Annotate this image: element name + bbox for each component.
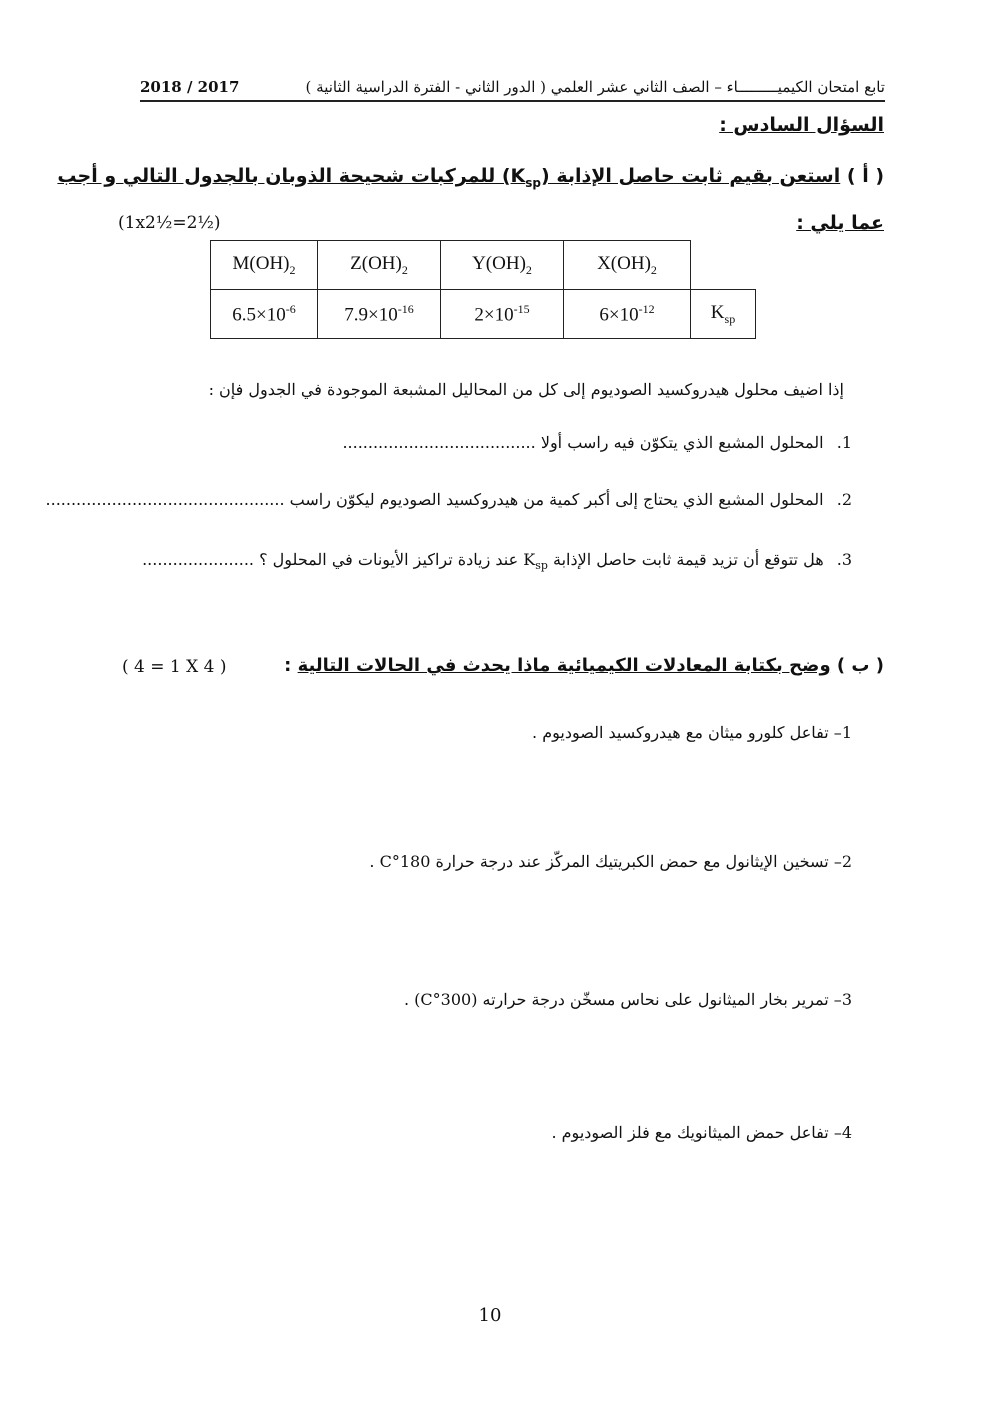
ksp-table-value-row	[211, 290, 756, 339]
ksp-value-cell: $2\times 10^{-15}$	[441, 290, 564, 339]
item-number: 1.	[836, 433, 852, 452]
item-text: المحلول المشبع الذي يتكوّن فيه راسب أولا	[540, 433, 824, 452]
item-text: المحلول المشبع الذي يحتاج إلى أكبر كمية من هيدروكسيد الصوديوم ليكوّن راسب	[289, 490, 824, 509]
part-a-instruction-line2: عما يلي :	[796, 212, 884, 234]
answer-blank[interactable]: ......................	[142, 550, 254, 569]
part-a-instruction-sub: sp	[525, 175, 542, 190]
part-a-score: (1x2½=2½)	[118, 213, 221, 233]
ksp-header-cell: $X(OH)_2$	[564, 241, 691, 290]
part-a-instruction-prefix: استعن بقيم ثابت حاصل الإذابة (K	[510, 165, 841, 187]
part-b-label: ( ب )	[836, 655, 884, 676]
part-b-instruction-text: وضح بكتابة المعادلات الكيميائية ماذا يحدث في الحالات التالية	[297, 655, 831, 676]
header-year: 2018 / 2017	[140, 78, 240, 96]
page-header	[140, 78, 885, 96]
page-number: 10	[478, 1305, 502, 1326]
item-subscript: sp	[535, 559, 548, 573]
answer-blank[interactable]: ...............................................	[45, 490, 285, 509]
part-a-item-3	[72, 550, 852, 572]
ksp-table	[210, 240, 756, 339]
item-text: عند زيادة تراكيز الأيونات في المحلول ؟	[259, 550, 524, 569]
header-rule	[140, 100, 885, 102]
question-title: السؤال السادس :	[719, 114, 884, 136]
item-text: هل تتوقع أن تزيد قيمة ثابت حاصل الإذابة K	[523, 550, 824, 569]
part-b-item-4: 4– تفاعل حمض الميثانويك مع فلز الصوديوم .	[551, 1123, 852, 1142]
ksp-header-cell: $Z(OH)_2$	[318, 241, 441, 290]
item-number: 3.	[836, 550, 852, 569]
ksp-value-cell: $7.9\times 10^{-16}$	[318, 290, 441, 339]
ksp-row-label: $K_{sp}$	[691, 290, 756, 339]
ksp-header-cell: $Y(OH)_2$	[441, 241, 564, 290]
ksp-table-header-row	[211, 241, 756, 290]
part-b-score: ( 4 = 1 X 4 )	[122, 657, 227, 677]
part-a-item-1	[72, 433, 852, 452]
part-a-instruction	[57, 165, 884, 190]
part-b-item-3: 3– تمرير بخار الميثانول على نحاس مسخّن درجة حرارته (300°C) .	[403, 990, 852, 1009]
header-title: تابع امتحان الكيميـــــــــاء – الصف الثاني عشر العلمي ( الدور الثاني - الفترة الدراسية الثانية )	[305, 78, 885, 96]
part-b-item-1: 1– تفاعل كلورو ميثان مع هيدروكسيد الصوديوم .	[532, 723, 852, 742]
item-number: 2.	[836, 490, 852, 509]
ksp-header-empty	[691, 241, 756, 290]
ksp-header-cell: $M(OH)_2$	[211, 241, 318, 290]
part-b-colon: :	[284, 655, 292, 676]
part-b-instruction	[284, 655, 884, 676]
part-a-instruction-mid: ) للمركبات شحيحة الذوبان بالجدول التالي و أجب	[57, 165, 511, 187]
ksp-value-cell: $6.5\times 10^{-6}$	[211, 290, 318, 339]
part-a-label: ( أ )	[846, 165, 884, 187]
answer-blank[interactable]: ......................................	[342, 433, 536, 452]
ksp-value-cell: $6\times 10^{-12}$	[564, 290, 691, 339]
part-a-item-2	[45, 490, 852, 509]
part-b-item-2: 2– تسخين الإيثانول مع حمض الكبريتيك المركّز عند درجة حرارة 180°C .	[369, 852, 852, 871]
part-a-intro: إذا اضيف محلول هيدروكسيد الصوديوم إلى كل من المحاليل المشبعة الموجودة في الجدول فإن :	[208, 380, 844, 399]
